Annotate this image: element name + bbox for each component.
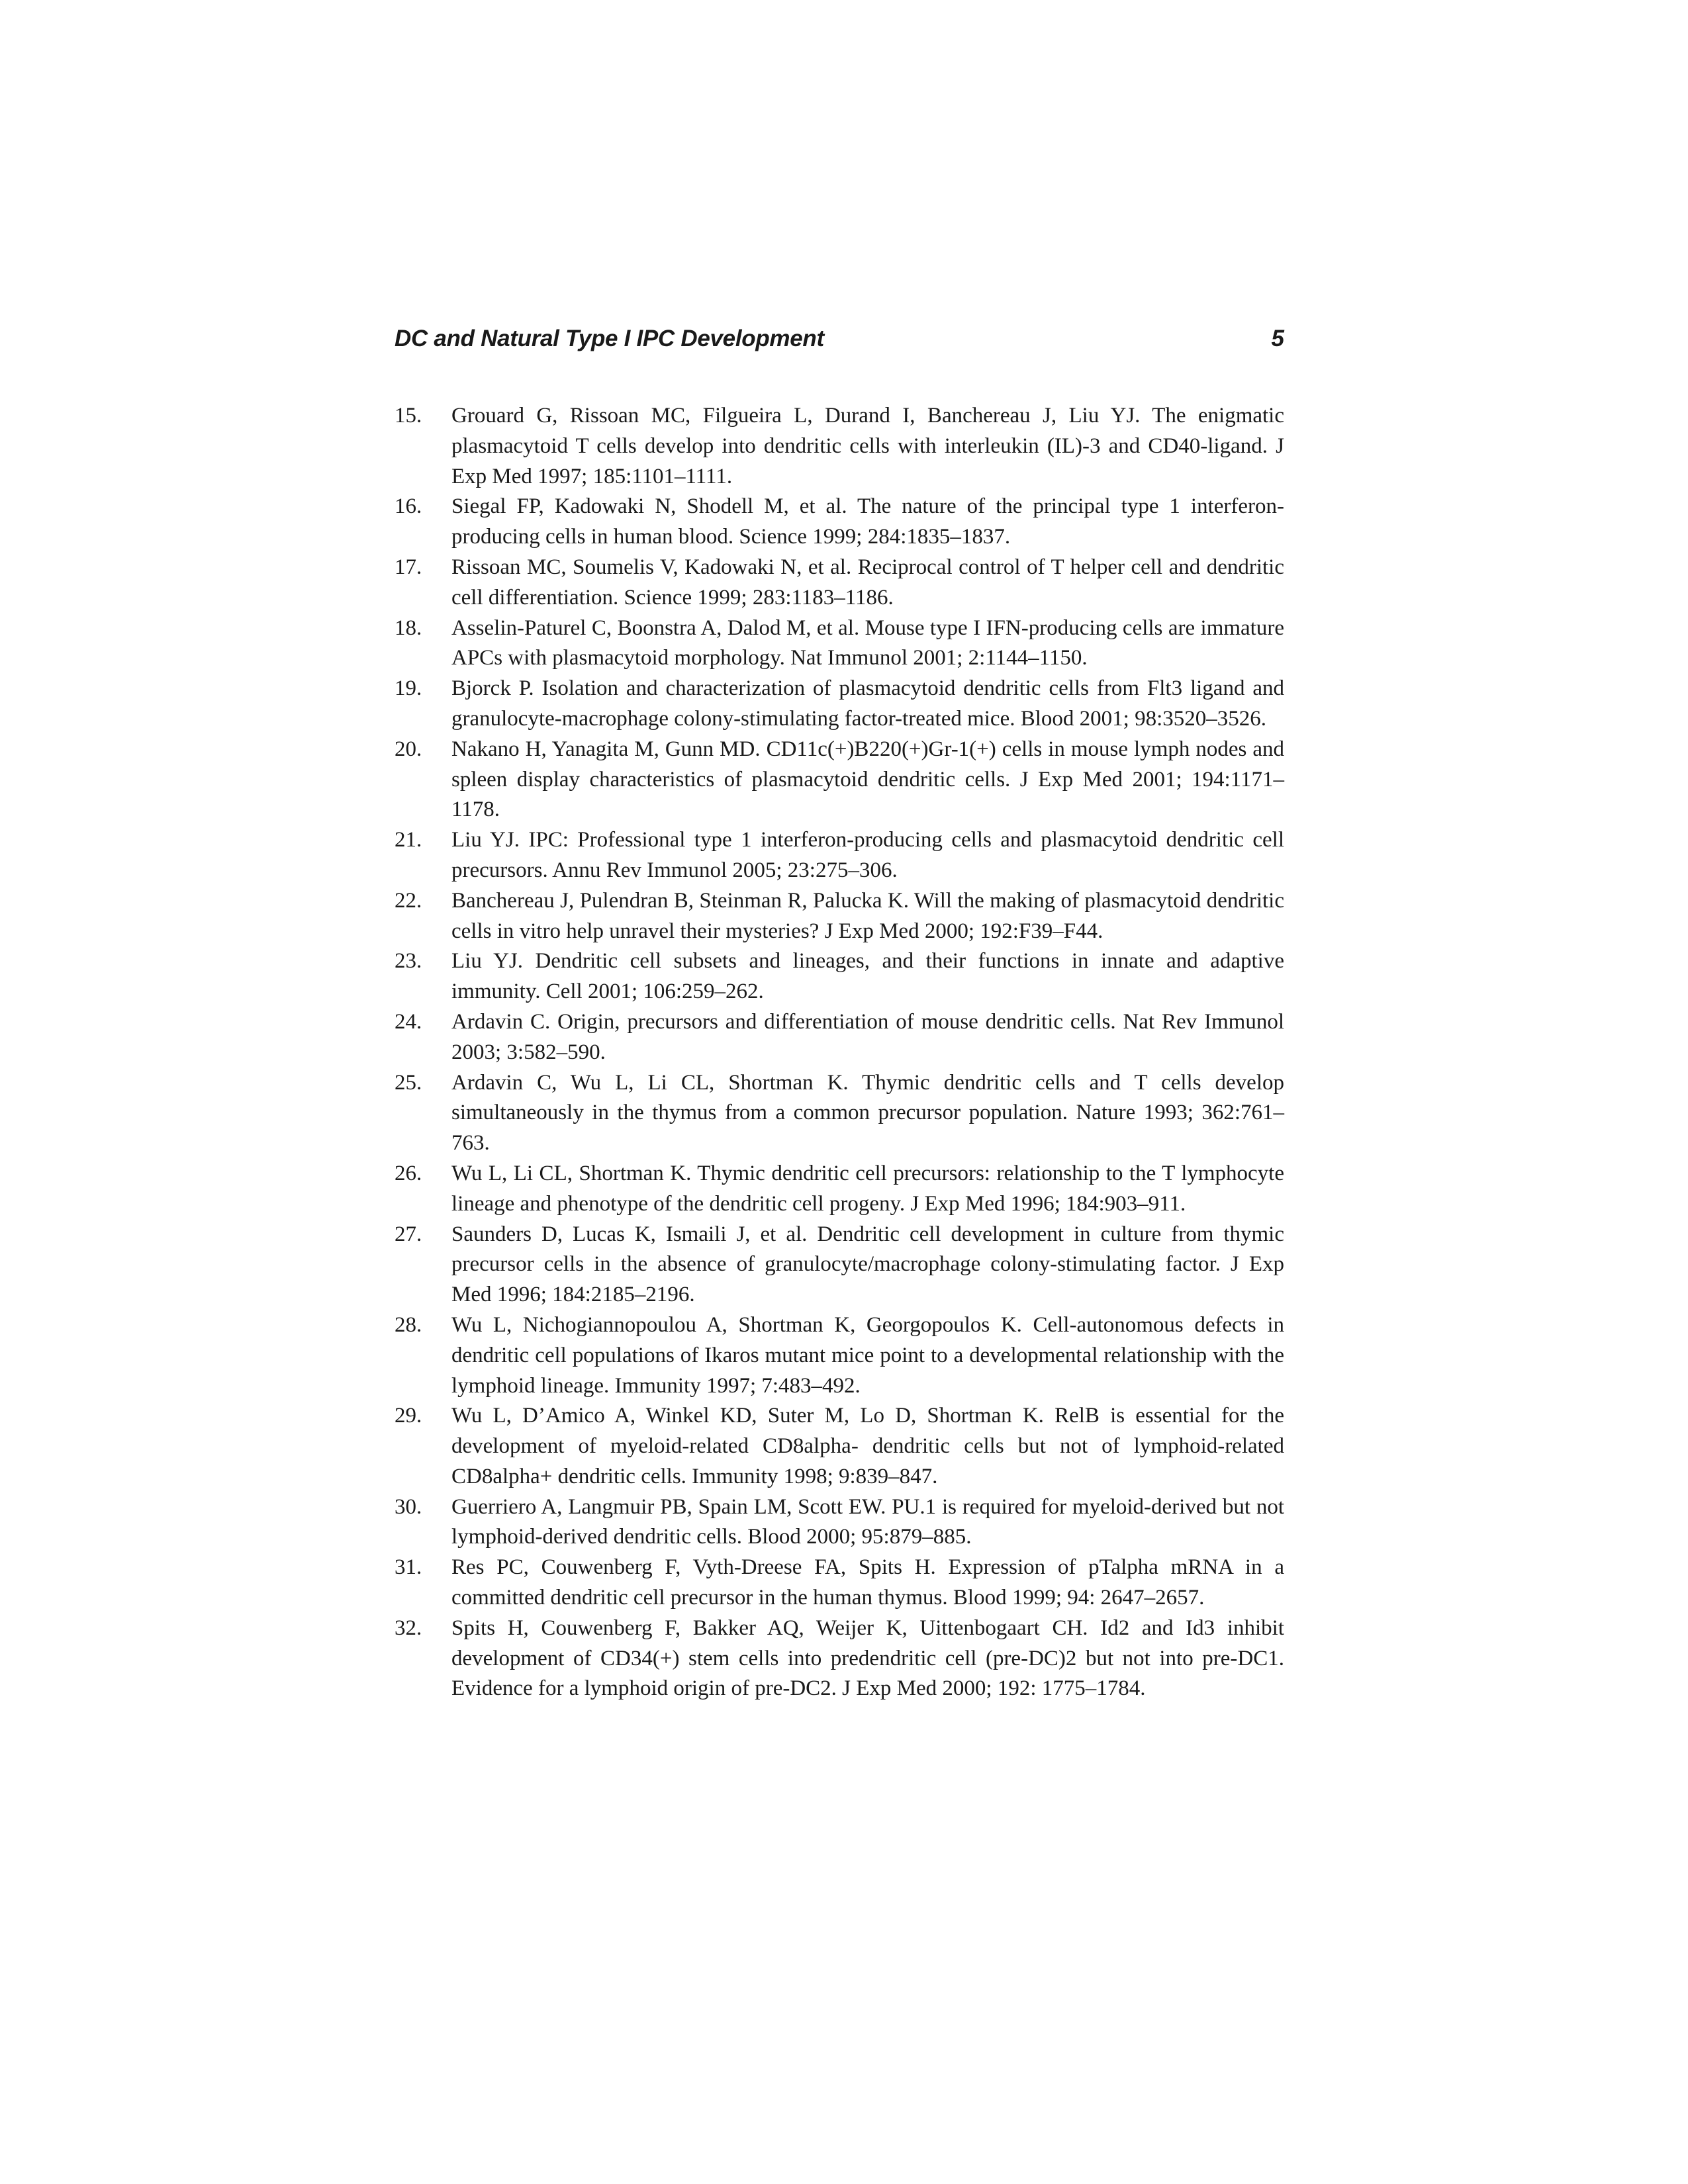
reference-text: Bjorck P. Isolation and characterization of plasmacytoid dendritic cells from Flt3 ligand and granulocyte-macrophage colony-stimulating factor-treated mice. Blood 2001; 98:3520–3526. (451, 676, 1284, 731)
reference-text: Siegal FP, Kadowaki N, Shodell M, et al. The nature of the principal type 1 interferon-producing cells in human blood. Science 1999; 284:1835–1837. (451, 494, 1284, 549)
reference-item (395, 1310, 1284, 1401)
reference-list (395, 401, 1284, 1704)
reference-text: Asselin-Paturel C, Boonstra A, Dalod M, et al. Mouse type I IFN-producing cells are immature APCs with plasmacytoid morphology. Nat Immunol 2001; 2:1144–1150. (451, 615, 1284, 670)
reference-number: 26. (395, 1161, 422, 1185)
page-number: 5 (1271, 326, 1284, 351)
reference-text: Wu L, D’Amico A, Winkel KD, Suter M, Lo D, Shortman K. RelB is essential for the development of myeloid-related CD8alpha- dendritic cells but not of lymphoid-related CD8alpha+ dendritic cells. Immunity 1998; 9:839–847. (451, 1404, 1284, 1488)
reference-number: 27. (395, 1222, 422, 1246)
reference-number: 18. (395, 615, 422, 640)
reference-item (395, 946, 1284, 1007)
running-head (395, 319, 1284, 359)
reference-text: Nakano H, Yanagita M, Gunn MD. CD11c(+)B220(+)Gr-1(+) cells in mouse lymph nodes and spleen display characteristics of plasmacytoid dendritic cells. J Exp Med 2001; 194:1171–1178. (451, 737, 1284, 822)
reference-item (395, 1220, 1284, 1310)
reference-text: Res PC, Couwenberg F, Vyth-Dreese FA, Spits H. Expression of pTalpha mRNA in a committed dendritic cell precursor in the human thymus. Blood 1999; 94: 2647–2657. (451, 1555, 1284, 1610)
reference-item (395, 1068, 1284, 1159)
reference-text: Ardavin C, Wu L, Li CL, Shortman K. Thymic dendritic cells and T cells develop simultaneously in the thymus from a common precursor population. Nature 1993; 362:761–763. (451, 1070, 1284, 1156)
reference-text: Saunders D, Lucas K, Ismaili J, et al. Dendritic cell development in culture from thymic precursor cells in the absence of granulocyte/macrophage colony-stimulating factor. J Exp Med 1996; 184:2185–2196. (451, 1222, 1284, 1307)
reference-number: 31. (395, 1555, 422, 1580)
reference-text: Spits H, Couwenberg F, Bakker AQ, Weijer K, Uittenbogaart CH. Id2 and Id3 inhibit development of CD34(+) stem cells into predendritic cell (pre-DC)2 but not into pre-DC1. Evidence for a lymphoid origin of pre-DC2. J Exp Med 2000; 192: 1775–1784. (451, 1615, 1284, 1701)
reference-text: Wu L, Li CL, Shortman K. Thymic dendritic cell precursors: relationship to the T lymphocyte lineage and phenotype of the dendritic cell progeny. J Exp Med 1996; 184:903–911. (451, 1161, 1284, 1216)
reference-text: Grouard G, Rissoan MC, Filgueira L, Durand I, Banchereau J, Liu YJ. The enigmatic plasmacytoid T cells develop into dendritic cells with interleukin (IL)-3 and CD40-ligand. J Exp Med 1997; 185:1101–1111. (451, 404, 1284, 488)
reference-item (395, 1401, 1284, 1492)
reference-number: 25. (395, 1070, 422, 1095)
reference-item (395, 886, 1284, 947)
reference-item (395, 674, 1284, 735)
reference-text: Guerriero A, Langmuir PB, Spain LM, Scott EW. PU.1 is required for myeloid-derived but not lymphoid-derived dendritic cells. Blood 2000; 95:879–885. (451, 1494, 1284, 1549)
reference-number: 22. (395, 888, 422, 913)
reference-number: 32. (395, 1615, 422, 1640)
reference-item (395, 735, 1284, 825)
reference-item (395, 553, 1284, 614)
reference-number: 24. (395, 1009, 422, 1034)
reference-text: Wu L, Nichogiannopoulou A, Shortman K, Georgopoulos K. Cell-autonomous defects in dendritic cell populations of Ikaros mutant mice point to a developmental relationship with the lymphoid lineage. Immunity 1997; 7:483–492. (451, 1312, 1284, 1398)
reference-item (395, 825, 1284, 886)
reference-number: 30. (395, 1494, 422, 1519)
reference-item (395, 1614, 1284, 1704)
reference-item (395, 1492, 1284, 1553)
reference-number: 28. (395, 1312, 422, 1337)
reference-number: 19. (395, 676, 422, 701)
reference-number: 21. (395, 828, 422, 852)
reference-number: 23. (395, 949, 422, 974)
reference-number: 15. (395, 404, 422, 428)
running-head-title: DC and Natural Type I IPC Development (395, 326, 824, 351)
reference-item (395, 1159, 1284, 1220)
reference-number: 17. (395, 555, 422, 579)
reference-number: 20. (395, 737, 422, 761)
reference-text: Liu YJ. IPC: Professional type 1 interferon-producing cells and plasmacytoid dendritic cell precursors. Annu Rev Immunol 2005; 23:275–306. (451, 828, 1284, 882)
reference-text: Banchereau J, Pulendran B, Steinman R, Palucka K. Will the making of plasmacytoid dendritic cells in vitro help unravel their mysteries? J Exp Med 2000; 192:F39–F44. (451, 888, 1284, 943)
reference-number: 16. (395, 494, 422, 519)
reference-number: 29. (395, 1404, 422, 1428)
reference-item (395, 492, 1284, 553)
reference-item (395, 1007, 1284, 1068)
reference-item (395, 401, 1284, 492)
reference-text: Ardavin C. Origin, precursors and differentiation of mouse dendritic cells. Nat Rev Immunol 2003; 3:582–590. (451, 1009, 1284, 1064)
reference-item (395, 614, 1284, 674)
reference-text: Liu YJ. Dendritic cell subsets and lineages, and their functions in innate and adaptive immunity. Cell 2001; 106:259–262. (451, 949, 1284, 1004)
reference-item (395, 1553, 1284, 1614)
reference-text: Rissoan MC, Soumelis V, Kadowaki N, et al. Reciprocal control of T helper cell and dendritic cell differentiation. Science 1999; 283:1183–1186. (451, 555, 1284, 610)
